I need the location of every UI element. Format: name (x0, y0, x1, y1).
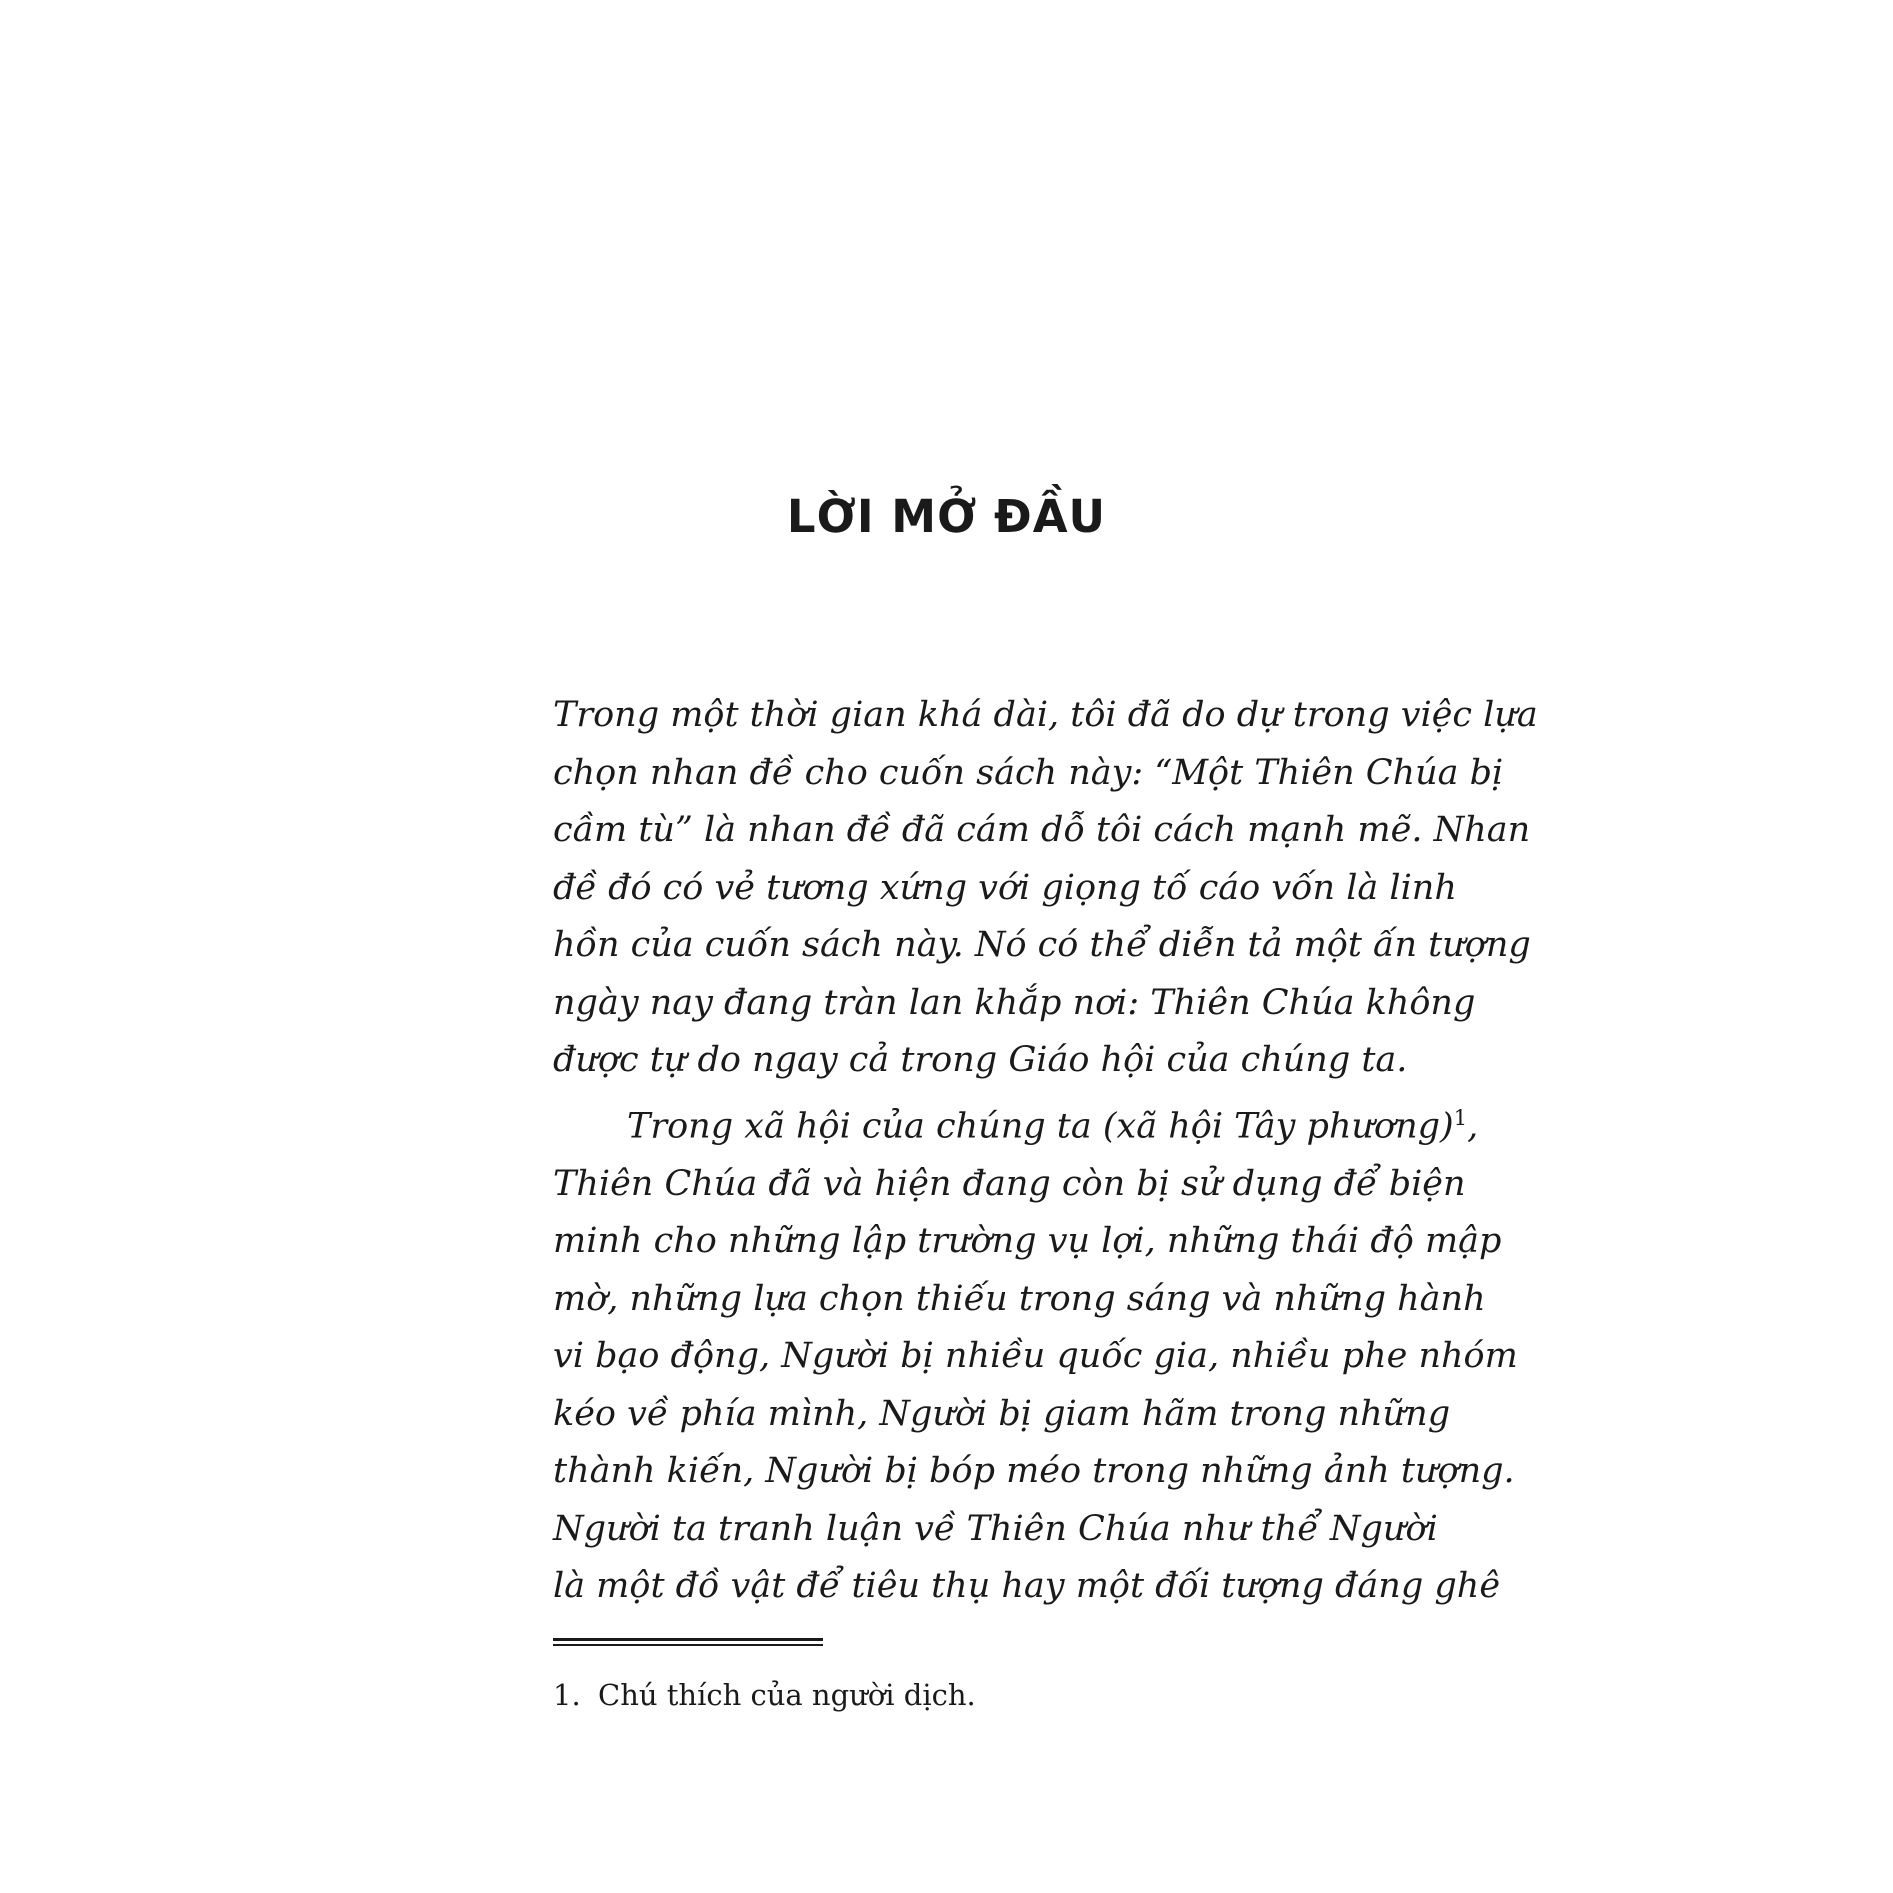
paragraph-start-line (553, 1090, 1479, 1156)
chapter-title: LỜI MỞ ĐẦU (786, 490, 1107, 543)
text-line: cầm tù” là nhan đề đã cám dỗ tôi cách mạnh mẽ. Nhan (553, 810, 1531, 850)
text-line: được tự do ngay cả trong Giáo hội của chúng ta. (553, 1040, 1408, 1080)
text-line: đề đó có vẻ tương xứng với giọng tố cáo vốn là linh (553, 867, 1457, 908)
footnote-divider (553, 1638, 823, 1646)
footnote-number: 1. (553, 1678, 581, 1712)
text-fragment: Trong xã hội của chúng ta (xã hội Tây phương) (627, 1106, 1454, 1147)
text-line: ngày nay đang tràn lan khắp nơi: Thiên Chúa không (553, 982, 1476, 1023)
text-line: kéo về phía mình, Người bị giam hãm trong những (553, 1393, 1451, 1434)
text-line: là một đồ vật để tiêu thụ hay một đối tượng đáng ghê (553, 1566, 1501, 1607)
text-line: Người ta tranh luận về Thiên Chúa như thể Người (553, 1508, 1438, 1549)
body-text (553, 687, 1538, 1616)
text-line: hồn của cuốn sách này. Nó có thể diễn tả một ấn tượng (553, 925, 1531, 965)
text-line: chọn nhan đề cho cuốn sách này: “Một Thiên Chúa bị (553, 752, 1504, 793)
footnote-ref: 1 (1453, 1105, 1468, 1130)
text-fragment: , (1467, 1106, 1479, 1147)
text-line: Trong một thời gian khá dài, tôi đã do dự trong việc lựa (553, 695, 1538, 735)
text-line: Thiên Chúa đã và hiện đang còn bị sử dụng để biện (553, 1163, 1466, 1204)
text-line: thành kiến, Người bị bóp méo trong những ảnh tượng. (553, 1451, 1515, 1492)
text-line: minh cho những lập trường vụ lợi, những thái độ mập (553, 1221, 1502, 1262)
text-line: mờ, những lựa chọn thiếu trong sáng và những hành (553, 1278, 1486, 1319)
footnote-text: Chú thích của người dịch. (598, 1678, 976, 1712)
footnote (553, 1678, 976, 1712)
text-line: vi bạo động, Người bị nhiều quốc gia, nhiều phe nhóm (553, 1336, 1518, 1377)
